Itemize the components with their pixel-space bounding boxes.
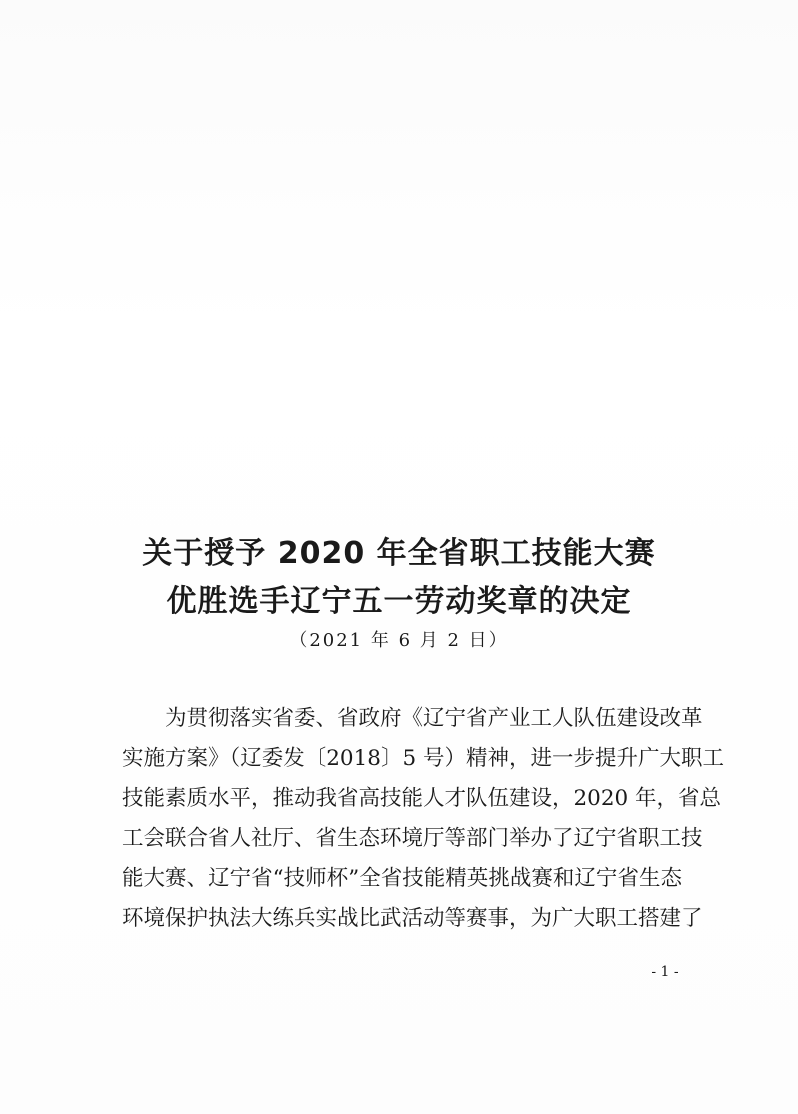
document-date: （2021 年 6 月 2 日） (289, 630, 509, 651)
document-title-line-2: 优胜选手辽宁五一劳动奖章的决定 (166, 584, 632, 619)
paragraph-line: 环境保护执法大练兵实战比武活动等赛事，为广大职工搭建了 (122, 906, 703, 931)
paragraph-line: 工会联合省人社厅、省生态环境厅等部门举办了辽宁省职工技 (122, 826, 703, 851)
paragraph-line: 技能素质水平，推动我省高技能人才队伍建设，2020 年，省总 (122, 786, 722, 811)
paragraph-line: 实施方案》（辽委发〔2018〕5 号）精神，进一步提升广大职工 (122, 746, 724, 771)
paragraph-line: 能大赛、辽宁省“技师杯”全省技能精英挑战赛和辽宁省生态 (122, 866, 682, 891)
page-number: - 1 - (651, 964, 679, 980)
document-title-line-1: 关于授予 2020 年全省职工技能大赛 (142, 536, 656, 571)
paragraph-line: 为贯彻落实省委、省政府《辽宁省产业工人队伍建设改革 (165, 706, 703, 731)
